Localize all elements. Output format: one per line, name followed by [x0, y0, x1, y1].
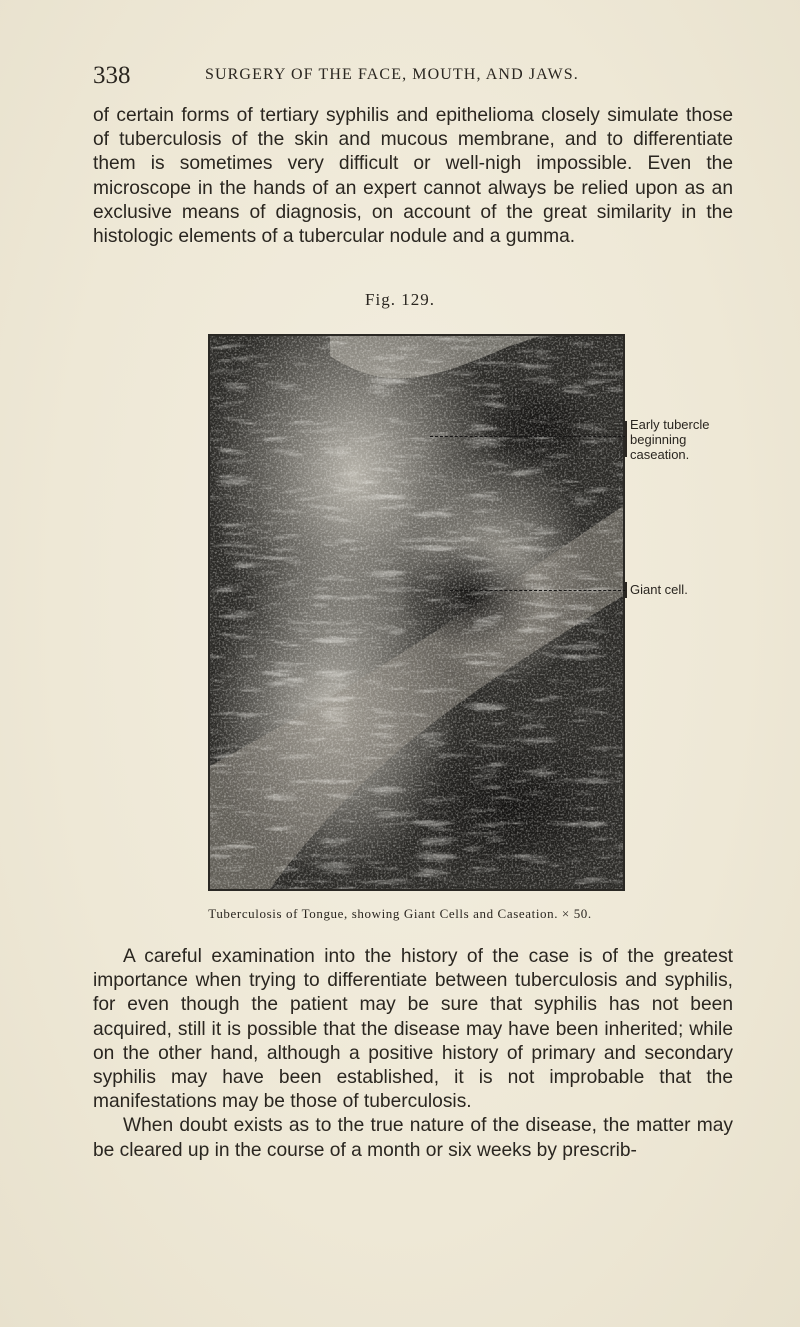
running-head	[93, 62, 733, 92]
figure-caption: Tuberculosis of Tongue, showing Giant Cells and Caseation. × 50.	[208, 906, 592, 921]
body-paragraphs	[93, 945, 733, 1163]
paragraph-text: of certain forms of tertiary syphilis and epithelioma closely simulate those of tuberculosis of the skin and mucous membrane, and to differentiate them is sometimes very difficult or well-nigh impossible. Even the microscope in the hands of an expert cannot always be relied upon as an exclusive means of diagnosis, on account of the great similarity in the histologic elements of a tubercular nodule and a gumma.	[93, 105, 733, 248]
paragraph-doubt: When doubt exists as to the true nature of the disease, the matter may be cleared up in the course of a month or six weeks by prescrib-	[93, 1115, 733, 1161]
running-title: SURGERY OF THE FACE, MOUTH, AND JAWS.	[205, 66, 579, 83]
callout-leader-giant-cell	[450, 590, 626, 591]
callout-bracket-giant-cell	[625, 582, 627, 598]
paragraph-history: A careful examination into the history of the case is of the greatest importance when trying to differentiate between tuberculosis and syphilis, for even though the patient may be sure that syphilis has not been acquired, still it is possible that the disease may have been inherited; while on the other hand, although a positive history of primary and secondary syphilis may have been established, it is not improbable that the manifestations may be those of tuberculosis.	[93, 946, 733, 1113]
paragraph-continued	[93, 104, 733, 249]
micrograph-figure	[210, 336, 623, 889]
micrograph-image	[210, 336, 623, 889]
callout-early-tubercle: Early tubercle beginning caseation.	[630, 417, 710, 462]
callout-bracket-tubercle	[625, 421, 627, 457]
page-number: 338	[93, 62, 131, 89]
callout-giant-cell: Giant cell.	[630, 582, 688, 597]
callout-leader-tubercle	[430, 436, 626, 437]
figure-label: Fig. 129.	[365, 290, 435, 309]
